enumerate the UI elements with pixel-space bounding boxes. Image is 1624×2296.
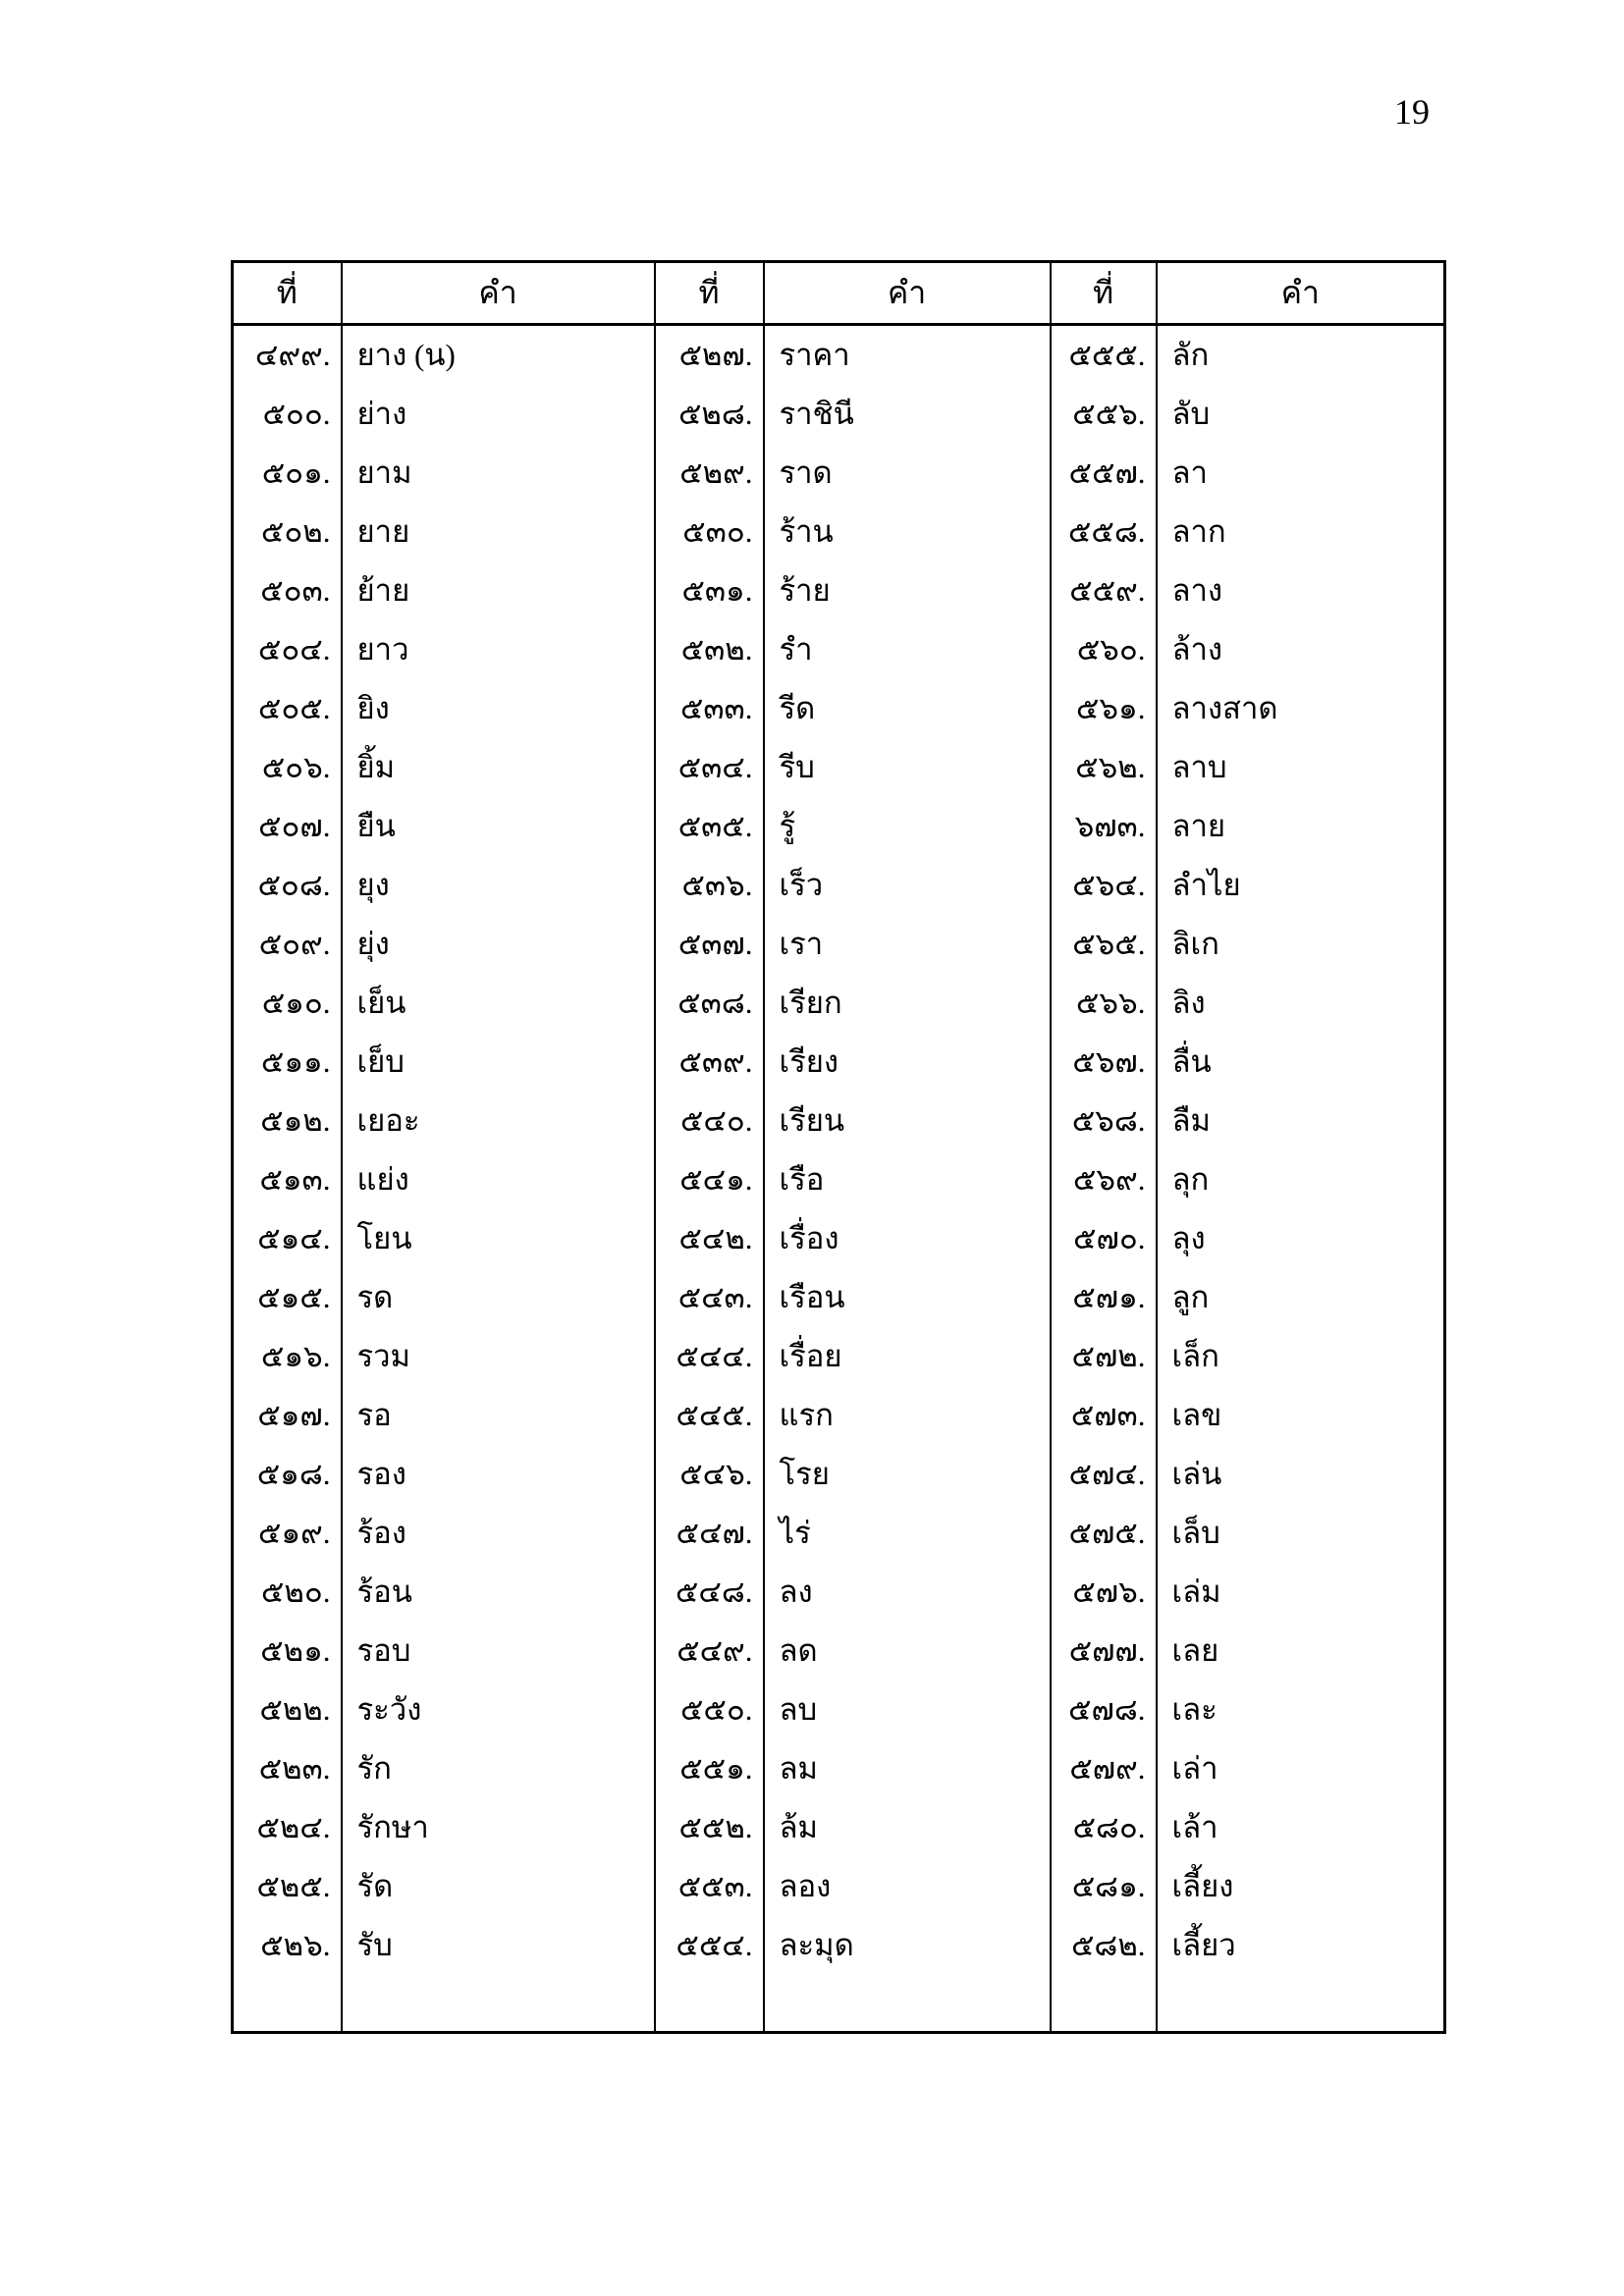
entry-number-cell: ๕๑๕.: [233, 1267, 342, 1326]
table-row: [233, 1680, 1445, 1738]
entry-word-cell: เรียง: [764, 1032, 1051, 1091]
entry-word-cell: เรื่อย: [764, 1326, 1051, 1385]
entry-number-cell: ๕๒๑.: [233, 1621, 342, 1680]
entry-word-cell: ลื่น: [1157, 1032, 1445, 1091]
entry-number-cell: ๕๒๖.: [233, 1915, 342, 1974]
entry-number-cell: ๕๑๘.: [233, 1444, 342, 1503]
table-row: [233, 1149, 1445, 1208]
table-row: [233, 796, 1445, 855]
entry-word-cell: ไร่: [764, 1503, 1051, 1562]
table-row: [233, 973, 1445, 1032]
entry-word-cell: เลข: [1157, 1385, 1445, 1444]
entry-word-cell: ย้าย: [342, 561, 655, 619]
entry-number-cell: ๕๔๙.: [655, 1621, 764, 1680]
entry-number-cell: ๕๗๘.: [1051, 1680, 1157, 1738]
word-table: [231, 260, 1446, 2034]
table-row: [233, 1503, 1445, 1562]
entry-word-cell: ร้อง: [342, 1503, 655, 1562]
entry-word-cell: โยน: [342, 1208, 655, 1267]
entry-word-cell: โรย: [764, 1444, 1051, 1503]
entry-word-cell: ลาบ: [1157, 737, 1445, 796]
table-row: [233, 1856, 1445, 1915]
entry-number-cell: ๕๒๔.: [233, 1797, 342, 1856]
table-row: [233, 1621, 1445, 1680]
entry-number-cell: ๕๔๘.: [655, 1562, 764, 1621]
entry-number-cell: ๕๖๔.: [1051, 855, 1157, 914]
entry-number-cell: ๕๕๗.: [1051, 443, 1157, 502]
entry-word-cell: เลี้ยง: [1157, 1856, 1445, 1915]
entry-word-cell: รวม: [342, 1326, 655, 1385]
entry-number-cell: ๕๓๙.: [655, 1032, 764, 1091]
entry-word-cell: เล่า: [1157, 1738, 1445, 1797]
entry-number-cell: ๕๔๖.: [655, 1444, 764, 1503]
table-row: [233, 914, 1445, 973]
header-word-col-1: คำ: [342, 262, 655, 325]
entry-number-cell: ๕๒๕.: [233, 1856, 342, 1915]
entry-number-cell: ๕๑๓.: [233, 1149, 342, 1208]
entry-number-cell: ๕๗๐.: [1051, 1208, 1157, 1267]
entry-number-cell: ๕๖๙.: [1051, 1149, 1157, 1208]
table-body: [233, 325, 1445, 2033]
header-word-col-2: คำ: [764, 262, 1051, 325]
entry-number-cell: ๕๗๗.: [1051, 1621, 1157, 1680]
entry-word-cell: ลอง: [764, 1856, 1051, 1915]
entry-number-cell: ๕๔๗.: [655, 1503, 764, 1562]
header-no-col-3: ที่: [1051, 262, 1157, 325]
entry-number-cell: ๕๓๗.: [655, 914, 764, 973]
entry-word-cell: ลืม: [1157, 1091, 1445, 1149]
entry-number-cell: ๕๘๑.: [1051, 1856, 1157, 1915]
filler-cell: [1051, 1974, 1157, 2033]
entry-word-cell: ราชินี: [764, 384, 1051, 443]
entry-number-cell: ๕๐๒.: [233, 502, 342, 561]
entry-number-cell: ๕๕๓.: [655, 1856, 764, 1915]
entry-word-cell: เย็น: [342, 973, 655, 1032]
entry-number-cell: ๕๔๕.: [655, 1385, 764, 1444]
entry-number-cell: ๕๗๔.: [1051, 1444, 1157, 1503]
entry-word-cell: ลับ: [1157, 384, 1445, 443]
entry-word-cell: เย็บ: [342, 1032, 655, 1091]
entry-word-cell: รู้: [764, 796, 1051, 855]
entry-word-cell: รอบ: [342, 1621, 655, 1680]
entry-number-cell: ๕๖๖.: [1051, 973, 1157, 1032]
table-header: [233, 262, 1445, 325]
entry-word-cell: ลุก: [1157, 1149, 1445, 1208]
entry-word-cell: เล่น: [1157, 1444, 1445, 1503]
entry-word-cell: ลด: [764, 1621, 1051, 1680]
entry-number-cell: ๕๓๓.: [655, 678, 764, 737]
entry-number-cell: ๕๔๓.: [655, 1267, 764, 1326]
entry-number-cell: ๔๙๙.: [233, 325, 342, 384]
entry-word-cell: ยิง: [342, 678, 655, 737]
entry-word-cell: ลำไย: [1157, 855, 1445, 914]
entry-word-cell: รีบ: [764, 737, 1051, 796]
entry-number-cell: ๕๐๑.: [233, 443, 342, 502]
entry-word-cell: รัด: [342, 1856, 655, 1915]
entry-word-cell: ลาง: [1157, 561, 1445, 619]
entry-number-cell: ๖๗๓.: [1051, 796, 1157, 855]
entry-word-cell: ละมุด: [764, 1915, 1051, 1974]
entry-number-cell: ๕๑๒.: [233, 1091, 342, 1149]
entry-word-cell: ยาม: [342, 443, 655, 502]
entry-number-cell: ๕๖๐.: [1051, 619, 1157, 678]
entry-number-cell: ๕๓๖.: [655, 855, 764, 914]
entry-word-cell: ราคา: [764, 325, 1051, 384]
entry-word-cell: ร้าย: [764, 561, 1051, 619]
entry-word-cell: ลูก: [1157, 1267, 1445, 1326]
header-row: [233, 262, 1445, 325]
entry-word-cell: ลิง: [1157, 973, 1445, 1032]
entry-word-cell: ยาย: [342, 502, 655, 561]
table-row: [233, 502, 1445, 561]
entry-number-cell: ๕๑๖.: [233, 1326, 342, 1385]
entry-word-cell: ลา: [1157, 443, 1445, 502]
filler-cell: [342, 1974, 655, 2033]
page-number: 19: [1394, 92, 1430, 132]
entry-number-cell: ๕๔๒.: [655, 1208, 764, 1267]
table-row: [233, 1797, 1445, 1856]
entry-word-cell: เรือน: [764, 1267, 1051, 1326]
entry-number-cell: ๕๗๓.: [1051, 1385, 1157, 1444]
entry-number-cell: ๕๖๒.: [1051, 737, 1157, 796]
entry-word-cell: ลาก: [1157, 502, 1445, 561]
table-row: [233, 855, 1445, 914]
entry-word-cell: ลัก: [1157, 325, 1445, 384]
entry-number-cell: ๕๓๔.: [655, 737, 764, 796]
entry-word-cell: เละ: [1157, 1680, 1445, 1738]
filler-cell: [1157, 1974, 1445, 2033]
entry-number-cell: ๕๖๘.: [1051, 1091, 1157, 1149]
table-row: [233, 1208, 1445, 1267]
entry-word-cell: ลาย: [1157, 796, 1445, 855]
entry-word-cell: ระวัง: [342, 1680, 655, 1738]
filler-cell: [233, 1974, 342, 2033]
entry-number-cell: ๕๑๗.: [233, 1385, 342, 1444]
entry-number-cell: ๕๑๙.: [233, 1503, 342, 1562]
table-row: [233, 678, 1445, 737]
entry-number-cell: ๕๑๐.: [233, 973, 342, 1032]
entry-number-cell: ๕๖๕.: [1051, 914, 1157, 973]
entry-word-cell: ลง: [764, 1562, 1051, 1621]
table-row: [233, 1738, 1445, 1797]
entry-word-cell: เลี้ยว: [1157, 1915, 1445, 1974]
entry-word-cell: ย่าง: [342, 384, 655, 443]
entry-number-cell: ๕๓๑.: [655, 561, 764, 619]
entry-number-cell: ๕๘๐.: [1051, 1797, 1157, 1856]
entry-word-cell: เรือ: [764, 1149, 1051, 1208]
entry-number-cell: ๕๗๒.: [1051, 1326, 1157, 1385]
entry-word-cell: ยาง (น): [342, 325, 655, 384]
entry-word-cell: รด: [342, 1267, 655, 1326]
entry-number-cell: ๕๒๒.: [233, 1680, 342, 1738]
entry-word-cell: รัก: [342, 1738, 655, 1797]
entry-number-cell: ๕๐๐.: [233, 384, 342, 443]
entry-number-cell: ๕๕๕.: [1051, 325, 1157, 384]
entry-word-cell: รับ: [342, 1915, 655, 1974]
entry-number-cell: ๕๗๑.: [1051, 1267, 1157, 1326]
entry-word-cell: เรียน: [764, 1091, 1051, 1149]
entry-number-cell: ๕๓๒.: [655, 619, 764, 678]
table-row: [233, 384, 1445, 443]
entry-number-cell: ๕๖๗.: [1051, 1032, 1157, 1091]
table-row: [233, 561, 1445, 619]
entry-word-cell: ยิ้ม: [342, 737, 655, 796]
entry-number-cell: ๕๕๘.: [1051, 502, 1157, 561]
entry-word-cell: เยอะ: [342, 1091, 655, 1149]
entry-word-cell: ลิเก: [1157, 914, 1445, 973]
filler-cell: [655, 1974, 764, 2033]
entry-number-cell: ๕๐๓.: [233, 561, 342, 619]
entry-number-cell: ๕๗๙.: [1051, 1738, 1157, 1797]
entry-number-cell: ๕๒๓.: [233, 1738, 342, 1797]
header-no-col-2: ที่: [655, 262, 764, 325]
entry-word-cell: ล้าง: [1157, 619, 1445, 678]
entry-number-cell: ๕๐๗.: [233, 796, 342, 855]
entry-word-cell: ยาว: [342, 619, 655, 678]
table-row: [233, 1915, 1445, 1974]
table-row: [233, 737, 1445, 796]
entry-word-cell: ยุง: [342, 855, 655, 914]
table-row: [233, 1091, 1445, 1149]
entry-word-cell: ราด: [764, 443, 1051, 502]
entry-word-cell: รีด: [764, 678, 1051, 737]
entry-number-cell: ๕๔๐.: [655, 1091, 764, 1149]
entry-number-cell: ๕๑๑.: [233, 1032, 342, 1091]
entry-word-cell: แย่ง: [342, 1149, 655, 1208]
entry-word-cell: ล้ม: [764, 1797, 1051, 1856]
entry-number-cell: ๕๓๕.: [655, 796, 764, 855]
entry-word-cell: แรก: [764, 1385, 1051, 1444]
entry-word-cell: ลบ: [764, 1680, 1051, 1738]
entry-number-cell: ๕๗๖.: [1051, 1562, 1157, 1621]
table-row: [233, 1032, 1445, 1091]
entry-word-cell: รักษา: [342, 1797, 655, 1856]
entry-word-cell: เรา: [764, 914, 1051, 973]
table-row: [233, 325, 1445, 384]
filler-cell: [764, 1974, 1051, 2033]
entry-number-cell: ๕๐๙.: [233, 914, 342, 973]
table-row: [233, 619, 1445, 678]
entry-word-cell: ยืน: [342, 796, 655, 855]
entry-number-cell: ๕๕๐.: [655, 1680, 764, 1738]
table-row: [233, 1326, 1445, 1385]
filler-row: [233, 1974, 1445, 2033]
entry-number-cell: ๕๐๖.: [233, 737, 342, 796]
entry-number-cell: ๕๕๙.: [1051, 561, 1157, 619]
entry-word-cell: เล้า: [1157, 1797, 1445, 1856]
entry-word-cell: เล็ก: [1157, 1326, 1445, 1385]
table-row: [233, 443, 1445, 502]
entry-word-cell: เลย: [1157, 1621, 1445, 1680]
entry-word-cell: เรียก: [764, 973, 1051, 1032]
entry-word-cell: เล็บ: [1157, 1503, 1445, 1562]
table-row: [233, 1385, 1445, 1444]
entry-number-cell: ๕๔๔.: [655, 1326, 764, 1385]
entry-number-cell: ๕๓๐.: [655, 502, 764, 561]
entry-number-cell: ๕๖๑.: [1051, 678, 1157, 737]
entry-word-cell: รอง: [342, 1444, 655, 1503]
entry-word-cell: เล่ม: [1157, 1562, 1445, 1621]
entry-number-cell: ๕๕๑.: [655, 1738, 764, 1797]
entry-number-cell: ๕๗๕.: [1051, 1503, 1157, 1562]
entry-number-cell: ๕๒๐.: [233, 1562, 342, 1621]
table-row: [233, 1562, 1445, 1621]
entry-number-cell: ๕๐๘.: [233, 855, 342, 914]
entry-number-cell: ๕๓๘.: [655, 973, 764, 1032]
entry-number-cell: ๕๒๘.: [655, 384, 764, 443]
entry-number-cell: ๕๒๗.: [655, 325, 764, 384]
entry-word-cell: รอ: [342, 1385, 655, 1444]
entry-word-cell: เร็ว: [764, 855, 1051, 914]
entry-word-cell: ร้อน: [342, 1562, 655, 1621]
entry-number-cell: ๕๒๙.: [655, 443, 764, 502]
entry-word-cell: เรื่อง: [764, 1208, 1051, 1267]
entry-word-cell: ร้าน: [764, 502, 1051, 561]
entry-word-cell: รำ: [764, 619, 1051, 678]
entry-number-cell: ๕๐๕.: [233, 678, 342, 737]
entry-word-cell: ลม: [764, 1738, 1051, 1797]
entry-word-cell: ยุ่ง: [342, 914, 655, 973]
entry-number-cell: ๕๕๔.: [655, 1915, 764, 1974]
table-row: [233, 1444, 1445, 1503]
entry-word-cell: ลางสาด: [1157, 678, 1445, 737]
header-word-col-3: คำ: [1157, 262, 1445, 325]
entry-number-cell: ๕๑๔.: [233, 1208, 342, 1267]
entry-number-cell: ๕๕๒.: [655, 1797, 764, 1856]
entry-number-cell: ๕๕๖.: [1051, 384, 1157, 443]
header-no-col-1: ที่: [233, 262, 342, 325]
table-row: [233, 1267, 1445, 1326]
entry-number-cell: ๕๔๑.: [655, 1149, 764, 1208]
entry-word-cell: ลุง: [1157, 1208, 1445, 1267]
entry-number-cell: ๕๐๔.: [233, 619, 342, 678]
entry-number-cell: ๕๘๒.: [1051, 1915, 1157, 1974]
